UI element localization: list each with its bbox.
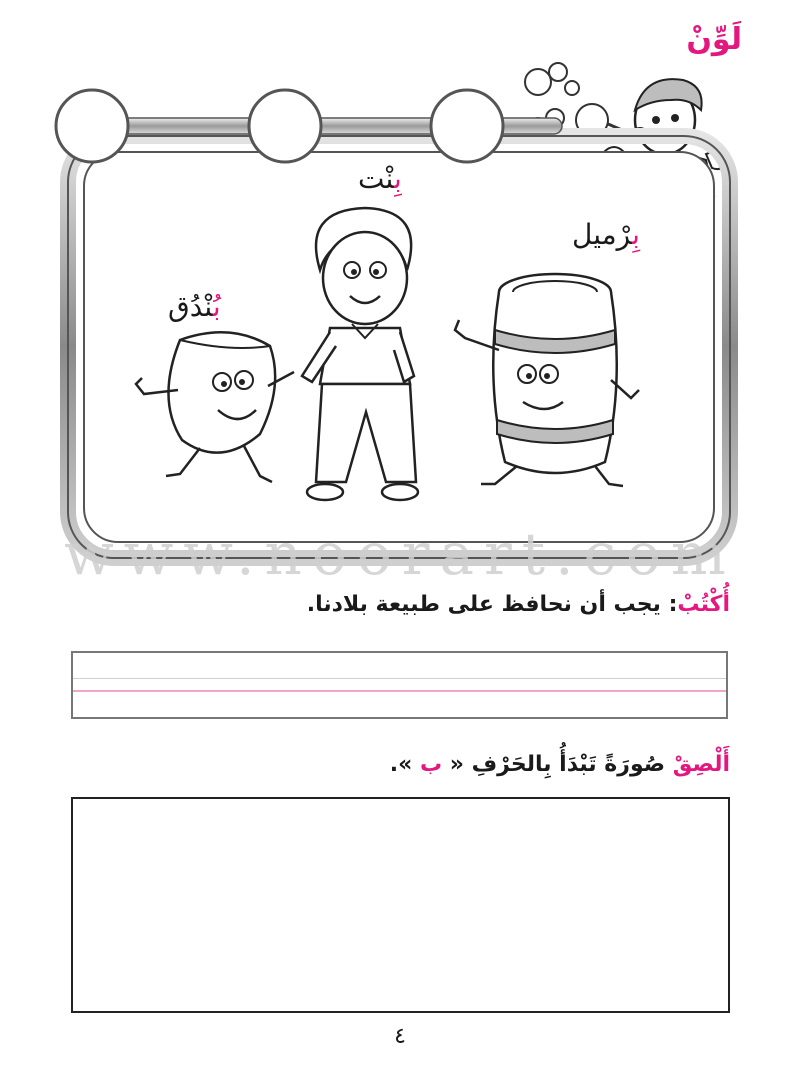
page-number: ٤ [394,1024,406,1049]
paste-picture-box[interactable] [71,797,730,1013]
writing-guide-line [73,678,726,679]
color-circle-3[interactable] [431,90,503,162]
word-bunduq-rest: نْدُق [168,290,213,323]
color-circle-2[interactable] [249,90,321,162]
write-instruction [307,592,730,617]
word-bint-rest: نْت [358,162,394,195]
paste-label: أَلْصِقْ [672,752,730,777]
word-barmeel-first-letter: بِ [632,218,640,251]
barrel-illustration [445,270,665,500]
word-bunduq [168,290,221,323]
color-instruction: لَوِّنْ [686,22,742,57]
paste-letter: ب [419,752,443,777]
writing-box[interactable] [71,651,728,719]
word-bint-first-letter: بِ [393,162,402,195]
color-circle-1[interactable] [56,90,128,162]
word-bunduq-first-letter: بُ [212,290,221,323]
word-barmeel-rest: رْميل [572,218,633,251]
coloring-circles-bar [52,84,612,174]
writing-baseline [73,690,726,692]
word-bint [358,162,402,195]
paste-instruction [390,752,730,777]
paste-text-after: ». [389,752,420,777]
watermark: www.noorart.com [64,520,736,588]
write-sentence: : يجب أن نحافظ على طبيعة بلادنا. [306,592,678,617]
hazelnut-illustration [120,320,310,500]
write-label: أُكْتُبْ [677,592,730,617]
word-barmeel [572,218,640,251]
paste-text-before: صُورَةً تَبْدَأُ بِالحَرْفِ « [442,752,673,777]
